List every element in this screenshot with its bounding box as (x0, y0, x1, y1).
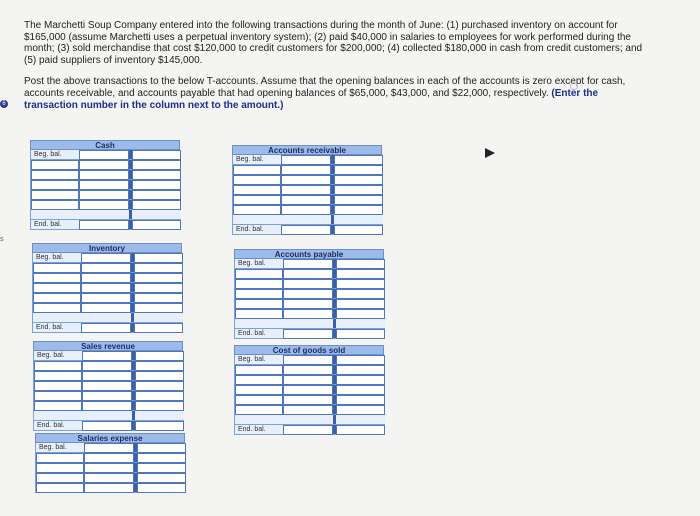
taccount-title: Salaries expense (35, 433, 185, 443)
debit-amount-input[interactable] (84, 473, 134, 483)
transaction-number-input[interactable] (36, 453, 84, 463)
transaction-number-input[interactable] (235, 269, 283, 279)
credit-amount-input[interactable] (334, 205, 383, 215)
end-bal-credit-input[interactable] (334, 225, 383, 235)
transaction-number-input[interactable] (233, 205, 281, 215)
credit-amount-input[interactable] (135, 401, 184, 411)
debit-amount-input[interactable] (283, 395, 333, 405)
taccount-title: Accounts receivable (232, 145, 382, 155)
beg-bal-label: Beg. bal. (36, 443, 84, 453)
debit-amount-input[interactable] (283, 309, 333, 319)
beg-bal-label: Beg. bal. (33, 253, 81, 263)
problem-paragraph-2-text: Post the above transactions to the below T-accounts. Assume that the opening balances in each of the accounts is zero except for cash, accounts receivable, and accounts payable that had opening balances of $65,000, $43,000, and $22,000, respectively. (24, 76, 626, 99)
spacer-cell (134, 313, 183, 323)
end-bal-credit-input[interactable] (336, 329, 385, 339)
credit-amount-input[interactable] (336, 309, 385, 319)
beg-bal-debit-input[interactable] (79, 150, 129, 160)
transaction-number-input[interactable] (235, 289, 283, 299)
end-bal-debit-input[interactable] (283, 425, 333, 435)
taccount-cost-of-goods-sold (234, 345, 384, 435)
taccount-title: Cost of goods sold (234, 345, 384, 355)
debit-amount-input[interactable] (281, 195, 331, 205)
debit-amount-input[interactable] (283, 269, 333, 279)
transaction-number-input[interactable] (235, 385, 283, 395)
debit-amount-input[interactable] (281, 175, 331, 185)
debit-amount-input[interactable] (79, 200, 129, 210)
credit-amount-input[interactable] (134, 283, 183, 293)
taccount-grid (232, 155, 382, 235)
transaction-number-input[interactable] (31, 200, 79, 210)
credit-amount-input[interactable] (134, 303, 183, 313)
taccount-accounts-payable (234, 249, 384, 339)
debit-amount-input[interactable] (81, 283, 131, 293)
taccount-grid (30, 150, 180, 230)
beg-bal-credit-input[interactable] (135, 351, 184, 361)
beg-bal-credit-input[interactable] (334, 155, 383, 165)
transaction-number-input[interactable] (34, 391, 82, 401)
end-bal-credit-input[interactable] (134, 323, 183, 333)
end-bal-label: End. bal. (34, 421, 82, 431)
spacer-cell (81, 313, 131, 323)
debit-amount-input[interactable] (283, 299, 333, 309)
credit-amount-input[interactable] (132, 200, 181, 210)
beg-bal-credit-input[interactable] (336, 259, 385, 269)
beg-bal-label: Beg. bal. (235, 259, 283, 269)
transaction-number-input[interactable] (235, 309, 283, 319)
credit-amount-input[interactable] (334, 175, 383, 185)
end-bal-debit-input[interactable] (281, 225, 331, 235)
credit-amount-input[interactable] (336, 395, 385, 405)
spacer-cell (33, 313, 81, 323)
end-bal-label: End. bal. (235, 329, 283, 339)
credit-amount-input[interactable] (135, 371, 184, 381)
debit-amount-input[interactable] (84, 453, 134, 463)
debit-amount-input[interactable] (81, 263, 131, 273)
transaction-number-input[interactable] (233, 175, 281, 185)
end-bal-label: End. bal. (31, 220, 79, 230)
debit-amount-input[interactable] (281, 165, 331, 175)
debit-amount-input[interactable] (79, 160, 129, 170)
credit-amount-input[interactable] (134, 273, 183, 283)
end-bal-debit-input[interactable] (81, 323, 131, 333)
credit-amount-input[interactable] (137, 463, 186, 473)
credit-amount-input[interactable] (137, 483, 186, 493)
credit-amount-input[interactable] (135, 381, 184, 391)
debit-amount-input[interactable] (281, 205, 331, 215)
transaction-number-input[interactable] (233, 165, 281, 175)
debit-amount-input[interactable] (283, 405, 333, 415)
spacer-cell (336, 319, 385, 329)
credit-amount-input[interactable] (336, 375, 385, 385)
problem-paragraph-2 (24, 76, 654, 111)
debit-amount-input[interactable] (81, 303, 131, 313)
spacer-cell (235, 415, 283, 425)
debit-amount-input[interactable] (81, 293, 131, 303)
spacer-cell (82, 411, 132, 421)
spacer-cell (233, 215, 281, 225)
transaction-number-input[interactable] (36, 463, 84, 473)
beg-bal-debit-input[interactable] (283, 259, 333, 269)
credit-amount-input[interactable] (137, 453, 186, 463)
credit-amount-input[interactable] (334, 185, 383, 195)
debit-amount-input[interactable] (283, 385, 333, 395)
end-bal-credit-input[interactable] (132, 220, 181, 230)
end-bal-label: End. bal. (235, 425, 283, 435)
transaction-number-input[interactable] (235, 405, 283, 415)
beg-bal-credit-input[interactable] (137, 443, 186, 453)
beg-bal-debit-input[interactable] (84, 443, 134, 453)
credit-amount-input[interactable] (135, 391, 184, 401)
beg-bal-credit-input[interactable] (132, 150, 181, 160)
transaction-number-input[interactable] (33, 303, 81, 313)
credit-amount-input[interactable] (336, 385, 385, 395)
credit-amount-input[interactable] (334, 165, 383, 175)
credit-amount-input[interactable] (336, 405, 385, 415)
transaction-number-input[interactable] (34, 371, 82, 381)
beg-bal-debit-input[interactable] (81, 253, 131, 263)
taccount-title: Cash (30, 140, 180, 150)
debit-amount-input[interactable] (283, 289, 333, 299)
spacer-cell (336, 415, 385, 425)
credit-amount-input[interactable] (336, 299, 385, 309)
transaction-number-input[interactable] (33, 293, 81, 303)
end-bal-credit-input[interactable] (135, 421, 184, 431)
problem-paragraph-1: The Marchetti Soup Company entered into the following transactions during the month of June: (1) purchased inventory on account for $165,000 (assume Marchetti uses a perpetual inventory system); (2) paid $40,000 in salaries to employees for work performed during the month; (3) sold merchandise that cost $120,000 to credit customers for $200,000; (4) collected $180,000 in cash from credit customers; and (5) paid suppliers of inventory $145,000. (24, 20, 643, 66)
spacer-cell (79, 210, 129, 220)
taccount-grid (234, 259, 384, 339)
taccount-inventory (32, 243, 182, 333)
credit-amount-input[interactable] (336, 269, 385, 279)
spacer-cell (283, 415, 333, 425)
beg-bal-label: Beg. bal. (31, 150, 79, 160)
credit-amount-input[interactable] (135, 361, 184, 371)
credit-amount-input[interactable] (334, 195, 383, 205)
beg-bal-debit-input[interactable] (82, 351, 132, 361)
debit-amount-input[interactable] (283, 279, 333, 289)
transaction-number-input[interactable] (31, 180, 79, 190)
transaction-number-input[interactable] (34, 381, 82, 391)
credit-amount-input[interactable] (336, 365, 385, 375)
beg-bal-credit-input[interactable] (336, 355, 385, 365)
taccount-cash (30, 140, 180, 230)
credit-amount-input[interactable] (336, 279, 385, 289)
transaction-number-input[interactable] (34, 361, 82, 371)
credit-amount-input[interactable] (132, 170, 181, 180)
end-bal-credit-input[interactable] (336, 425, 385, 435)
spacer-cell (281, 215, 331, 225)
end-bal-label: End. bal. (233, 225, 281, 235)
end-bal-label: End. bal. (33, 323, 81, 333)
transaction-number-input[interactable] (36, 473, 84, 483)
credit-amount-input[interactable] (336, 289, 385, 299)
debit-amount-input[interactable] (79, 180, 129, 190)
transaction-number-input[interactable] (34, 401, 82, 411)
ring-icon (570, 82, 578, 90)
debit-amount-input[interactable] (82, 381, 132, 391)
debit-amount-input[interactable] (281, 185, 331, 195)
credit-amount-input[interactable] (134, 263, 183, 273)
credit-amount-input[interactable] (132, 180, 181, 190)
edge-marker: s (0, 236, 4, 243)
transaction-number-input[interactable] (33, 273, 81, 283)
taccount-grid (33, 351, 183, 431)
transaction-number-input[interactable] (33, 283, 81, 293)
spacer-cell (135, 411, 184, 421)
debit-amount-input[interactable] (82, 371, 132, 381)
question-marker: 6 (0, 100, 8, 108)
credit-amount-input[interactable] (132, 190, 181, 200)
debit-amount-input[interactable] (283, 375, 333, 385)
spacer-cell (34, 411, 82, 421)
transaction-number-input[interactable] (233, 195, 281, 205)
transaction-number-input[interactable] (31, 190, 79, 200)
taccount-grid (35, 443, 185, 493)
debit-amount-input[interactable] (84, 463, 134, 473)
spacer-cell (334, 215, 383, 225)
credit-amount-input[interactable] (137, 473, 186, 483)
spacer-cell (132, 210, 181, 220)
beg-bal-label: Beg. bal. (34, 351, 82, 361)
taccount-salaries-expense (35, 433, 185, 493)
debit-amount-input[interactable] (82, 391, 132, 401)
credit-amount-input[interactable] (132, 160, 181, 170)
spacer-cell (31, 210, 79, 220)
spacer-cell (283, 319, 333, 329)
credit-amount-input[interactable] (134, 293, 183, 303)
transaction-number-input[interactable] (36, 483, 84, 493)
transaction-number-input[interactable] (235, 299, 283, 309)
transaction-number-input[interactable] (31, 160, 79, 170)
transaction-number-input[interactable] (235, 279, 283, 289)
debit-amount-input[interactable] (79, 170, 129, 180)
beg-bal-debit-input[interactable] (283, 355, 333, 365)
transaction-number-input[interactable] (233, 185, 281, 195)
debit-amount-input[interactable] (79, 190, 129, 200)
debit-amount-input[interactable] (84, 483, 134, 493)
transaction-number-input[interactable] (235, 375, 283, 385)
cursor-arrow-icon (485, 148, 495, 158)
end-bal-debit-input[interactable] (82, 421, 132, 431)
transaction-number-input[interactable] (33, 263, 81, 273)
beg-bal-credit-input[interactable] (134, 253, 183, 263)
transaction-number-input[interactable] (31, 170, 79, 180)
beg-bal-debit-input[interactable] (281, 155, 331, 165)
debit-amount-input[interactable] (81, 273, 131, 283)
problem-instruction-emphasis: (Enter the transaction number in the column next to the amount.) (24, 87, 599, 111)
problem-statement (24, 20, 654, 111)
transaction-number-input[interactable] (235, 395, 283, 405)
beg-bal-label: Beg. bal. (233, 155, 281, 165)
taccount-sales-revenue (33, 341, 183, 431)
end-bal-debit-input[interactable] (79, 220, 129, 230)
spacer-cell (235, 319, 283, 329)
beg-bal-label: Beg. bal. (235, 355, 283, 365)
transaction-number-input[interactable] (235, 365, 283, 375)
taccount-accounts-receivable (232, 145, 382, 235)
taccount-title: Accounts payable (234, 249, 384, 259)
debit-amount-input[interactable] (82, 401, 132, 411)
debit-amount-input[interactable] (82, 361, 132, 371)
taccount-grid (32, 253, 182, 333)
debit-amount-input[interactable] (283, 365, 333, 375)
taccount-title: Inventory (32, 243, 182, 253)
end-bal-debit-input[interactable] (283, 329, 333, 339)
taccount-title: Sales revenue (33, 341, 183, 351)
taccount-grid (234, 355, 384, 435)
